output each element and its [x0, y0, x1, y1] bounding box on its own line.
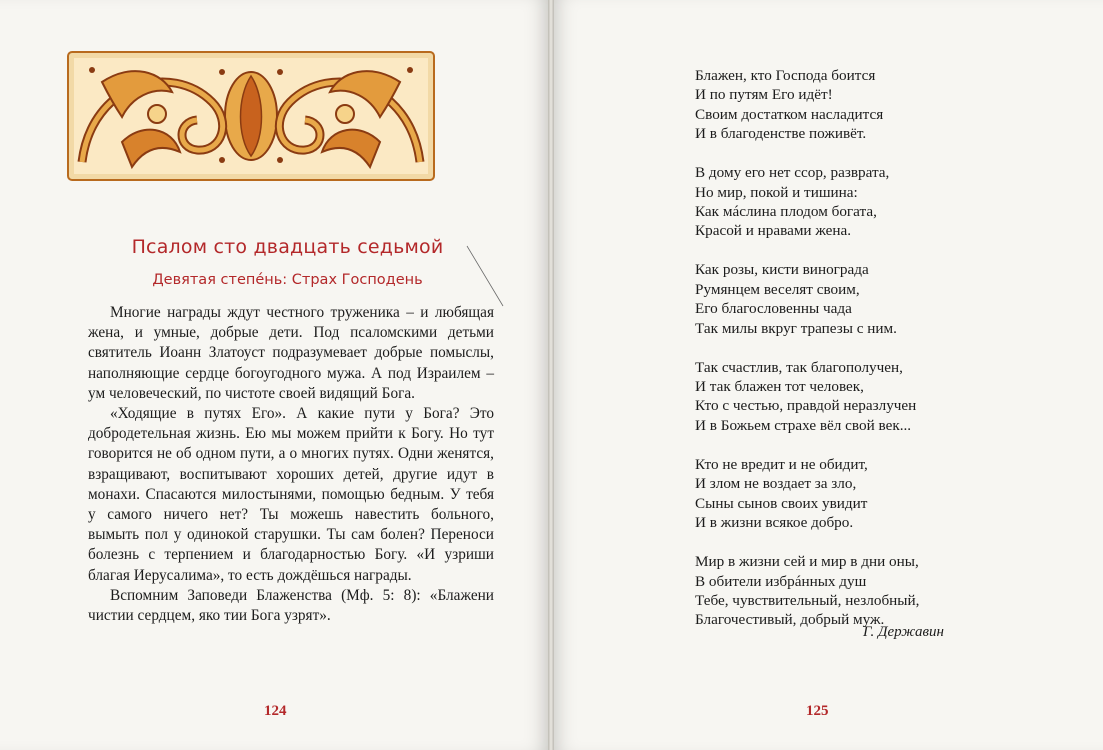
pencil-mark-icon: [465, 244, 505, 308]
poem-line: Блажен, кто Господа боится: [695, 67, 876, 84]
poem-line: Тебе, чувствительный, незлобный,: [695, 591, 920, 609]
poem-line: Сыны сынов своих увидит: [695, 494, 868, 512]
poem-line: И по путям Его идёт!: [695, 86, 833, 104]
poem-line: Своим достатком насладится: [695, 105, 884, 123]
poem-line: И в жизни всякое добро.: [695, 514, 854, 532]
page-number-left: 124: [264, 703, 287, 719]
poem-line: Кто с честью, правдой неразлучен: [695, 397, 917, 415]
poem-stanza: [695, 260, 955, 338]
poem-line: Румянцем веселят своим,: [695, 280, 860, 298]
poem-line: Как розы, кисти винограда: [695, 261, 869, 279]
poem-stanza: [695, 358, 955, 436]
poem-line: В обители избрáнных душ: [695, 572, 867, 590]
book-gutter: [548, 0, 554, 750]
poem-line: Его благословенны чада: [695, 300, 852, 318]
folk-floral-ornament-icon: [62, 42, 440, 190]
poem-line: Красой и нравами жена.: [695, 222, 852, 240]
poem-line: Кто не вредит и не обидит,: [695, 455, 868, 473]
poem-line: И злом не воздает за зло,: [695, 475, 857, 493]
poem-line: Как мáслина плодом богата,: [695, 203, 877, 221]
poem: [695, 66, 955, 649]
psalm-subtitle: Девятая степéнь: Страх Господень: [152, 272, 423, 288]
poem-stanza: [695, 163, 955, 241]
poem-stanza: [695, 66, 955, 144]
poem-line: И так блажен тот человек,: [695, 378, 864, 396]
poem-line: Мир в жизни сей и мир в дни оны,: [695, 553, 919, 571]
poem-line: Но мир, покой и тишина:: [695, 183, 858, 201]
commentary-text: [88, 303, 494, 626]
poem-stanza: [695, 552, 955, 630]
poem-line: В дому его нет ссор, разврата,: [695, 164, 890, 182]
paragraph: Вспомним Заповеди Блаженства (Мф. 5: 8): «Блажени чистии сердцем, яко тии Бога узрят».: [88, 586, 494, 625]
poem-author: Г. Державин: [863, 624, 944, 640]
poem-stanza: [695, 455, 955, 533]
poem-line: И в Божьем страхе вёл свой век...: [695, 416, 912, 434]
paragraph: «Ходящие в путях Его». А какие пути у Бога? Это добродетельная жизнь. Ею мы можем прийти к Богу. Но тут говорится не об одном пути, а о многих путях. Одни женятся, взращивают, воспитывают хороших детей, другие идут в монахи. Спасаются милостынями, помощью бедным. У тебя у самого ничего нет? Ты можешь навестить больного, вымыть пол у одинокой старушки. Ты сам болен? Переноси болезнь с терпением и благодарностью Богу. «И узриши благая Иерусалима», то есть дождёшься награды.: [88, 405, 494, 584]
poem-line: Так милы вкруг трапезы с ним.: [695, 319, 897, 337]
psalm-title: Псалом сто двадцать седьмой: [131, 236, 444, 258]
left-page: [0, 0, 551, 750]
paragraph: Многие награды ждут честного труженика – и любящая жена, и умные, добрые дети. Под псаломскими детьми святитель Иоанн Златоуст подразумевает добрые помыслы, наполняющие сердце богоугодного мужа. А под Израилем – ум человеческий, по чистоте своей видящий Бога.: [88, 304, 494, 402]
poem-line: Так счастлив, так благополучен,: [695, 358, 903, 376]
poem-line: Благочестивый, добрый муж.: [695, 611, 885, 629]
page-number-right: 125: [806, 703, 829, 719]
poem-line: И в благоденстве поживёт.: [695, 125, 867, 143]
